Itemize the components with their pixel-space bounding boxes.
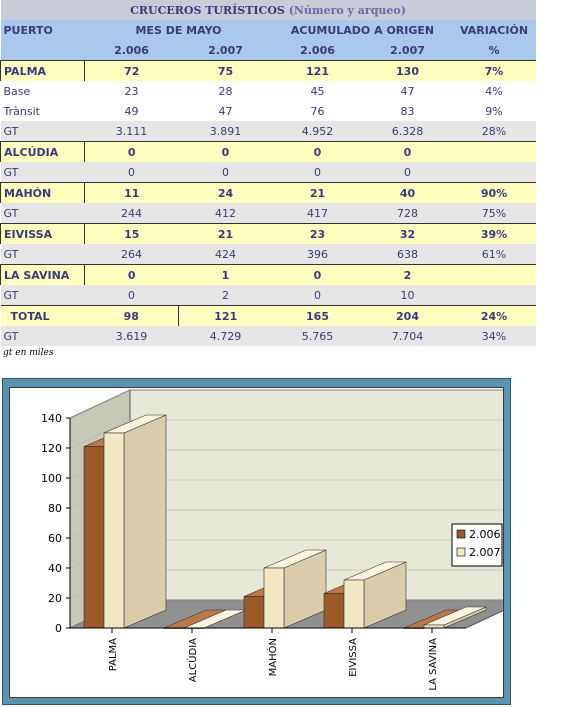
table-header-row	[1, 20, 536, 40]
row-value: 47	[179, 101, 273, 121]
row-value: 165	[273, 306, 363, 327]
row-value: 728	[363, 203, 453, 224]
row-value: 7.704	[363, 326, 453, 346]
bar-chart-3d	[10, 388, 503, 697]
bar-2006	[84, 447, 104, 629]
row-value: 32	[363, 224, 453, 245]
row-value: 1	[179, 265, 273, 286]
table-detail-row	[1, 162, 536, 183]
row-label: GT	[1, 326, 85, 346]
row-value: 72	[85, 61, 179, 82]
row-value: 5.765	[273, 326, 363, 346]
row-value: 0	[85, 285, 179, 306]
legend-label: 2.006	[469, 528, 501, 541]
row-value	[453, 285, 536, 306]
legend-swatch	[457, 548, 465, 556]
bar-2007	[344, 580, 364, 628]
legend-swatch	[457, 530, 465, 538]
row-value: 0	[273, 162, 363, 183]
subheader-cell: 2.006	[273, 40, 363, 61]
row-value: 0	[179, 142, 273, 163]
row-label: GT	[1, 285, 85, 306]
chart-frame	[2, 378, 511, 705]
row-value: 3.891	[179, 121, 273, 142]
row-value: 204	[363, 306, 453, 327]
row-value: 23	[85, 81, 179, 101]
row-value: 3.111	[85, 121, 179, 142]
subheader-cell: 2.006	[85, 40, 179, 61]
row-value: 4.729	[179, 326, 273, 346]
subheader-cell: %	[453, 40, 536, 61]
row-value: 45	[273, 81, 363, 101]
row-value: 24	[179, 183, 273, 204]
row-value: 15	[85, 224, 179, 245]
row-value: 76	[273, 101, 363, 121]
row-value: 11	[85, 183, 179, 204]
row-value: 90%	[453, 183, 536, 204]
table-port-row	[1, 306, 536, 327]
row-value: 21	[179, 224, 273, 245]
row-value: 28%	[453, 121, 536, 142]
subheader-cell: 2.007	[179, 40, 273, 61]
row-value: 39%	[453, 224, 536, 245]
row-value: 61%	[453, 244, 536, 265]
row-value: 638	[363, 244, 453, 265]
table-port-row	[1, 142, 536, 163]
table-detail-row	[1, 285, 536, 306]
row-value: 7%	[453, 61, 536, 82]
y-tick-label: 60	[48, 532, 62, 545]
legend-label: 2.007	[469, 546, 501, 559]
row-value: 412	[179, 203, 273, 224]
y-tick-label: 80	[48, 502, 62, 515]
x-tick-label: LA SAVINA	[428, 638, 439, 691]
x-tick-label: ALCÚDIA	[188, 638, 199, 683]
table-title: CRUCEROS TURÍSTICOS (Número y arqueo)	[1, 0, 536, 20]
table-port-row	[1, 224, 536, 245]
row-label: GT	[1, 162, 85, 183]
row-value: 3.619	[85, 326, 179, 346]
subheader-cell: 2.007	[363, 40, 453, 61]
row-value: 10	[363, 285, 453, 306]
row-value: 2	[179, 285, 273, 306]
row-value	[453, 162, 536, 183]
row-value: 244	[85, 203, 179, 224]
subheader-empty	[1, 40, 85, 61]
row-value: 34%	[453, 326, 536, 346]
row-label: Trànsit	[1, 101, 85, 121]
header-mes: MES DE MAYO	[85, 20, 273, 40]
row-value: 0	[179, 162, 273, 183]
row-value: 0	[273, 285, 363, 306]
row-value: 2	[363, 265, 453, 286]
table-detail-row	[1, 81, 536, 101]
row-value: 424	[179, 244, 273, 265]
row-value	[453, 265, 536, 286]
row-value: 47	[363, 81, 453, 101]
row-value: 75%	[453, 203, 536, 224]
row-value: 21	[273, 183, 363, 204]
row-value: 121	[273, 61, 363, 82]
y-tick-label: 120	[41, 442, 62, 455]
y-tick-label: 0	[55, 622, 62, 635]
row-value: 6.328	[363, 121, 453, 142]
table-port-row	[1, 183, 536, 204]
row-value: 0	[363, 142, 453, 163]
row-value: 0	[363, 162, 453, 183]
chart-area	[9, 387, 504, 698]
bar-2007	[264, 568, 284, 628]
row-label: PALMA	[1, 61, 85, 82]
bar-2007	[104, 433, 124, 628]
row-value: 4.952	[273, 121, 363, 142]
row-label: Base	[1, 81, 85, 101]
x-tick-label: EIVISSA	[348, 638, 359, 677]
y-tick-label: 40	[48, 562, 62, 575]
table-port-row	[1, 61, 536, 82]
x-tick-label: MAHÓN	[268, 638, 279, 677]
row-label: ALCÚDIA	[1, 142, 85, 163]
row-label: GT	[1, 203, 85, 224]
y-tick-label: 100	[41, 472, 62, 485]
table-detail-row	[1, 101, 536, 121]
row-value: 0	[85, 142, 179, 163]
header-variacion: VARIACIÓN	[453, 20, 536, 40]
bar-2007-side	[124, 415, 166, 628]
row-value	[453, 142, 536, 163]
row-value: 9%	[453, 101, 536, 121]
row-value: 121	[179, 306, 273, 327]
header-puerto: PUERTO	[1, 20, 85, 40]
row-value: 0	[85, 265, 179, 286]
row-label: MAHÓN	[1, 183, 85, 204]
table-detail-row	[1, 326, 536, 346]
row-value: 40	[363, 183, 453, 204]
header-acumulado: ACUMULADO A ORIGEN	[273, 20, 453, 40]
row-value: 0	[273, 265, 363, 286]
row-value: 83	[363, 101, 453, 121]
table-detail-row	[1, 121, 536, 142]
units-note: gt en miles	[3, 348, 54, 358]
row-label: EIVISSA	[1, 224, 85, 245]
table-title-row	[1, 0, 536, 20]
row-value: 130	[363, 61, 453, 82]
y-tick-label: 20	[48, 592, 62, 605]
y-tick-label: 140	[41, 412, 62, 425]
bar-2006	[244, 597, 264, 629]
row-value: 24%	[453, 306, 536, 327]
row-label: GT	[1, 121, 85, 142]
row-value: 396	[273, 244, 363, 265]
row-label: GT	[1, 244, 85, 265]
row-value: 75	[179, 61, 273, 82]
row-value: 264	[85, 244, 179, 265]
cruise-table	[0, 0, 536, 346]
row-label: TOTAL	[1, 306, 85, 327]
row-value: 28	[179, 81, 273, 101]
row-value: 417	[273, 203, 363, 224]
row-value: 98	[85, 306, 179, 327]
x-tick-label: PALMA	[108, 638, 119, 672]
row-value: 23	[273, 224, 363, 245]
row-value: 4%	[453, 81, 536, 101]
row-label: LA SAVINA	[1, 265, 85, 286]
table-detail-row	[1, 244, 536, 265]
table-subheader-row	[1, 40, 536, 61]
row-value: 0	[273, 142, 363, 163]
bar-2006	[324, 594, 344, 629]
table-port-row	[1, 265, 536, 286]
row-value: 49	[85, 101, 179, 121]
table-detail-row	[1, 203, 536, 224]
row-value: 0	[85, 162, 179, 183]
